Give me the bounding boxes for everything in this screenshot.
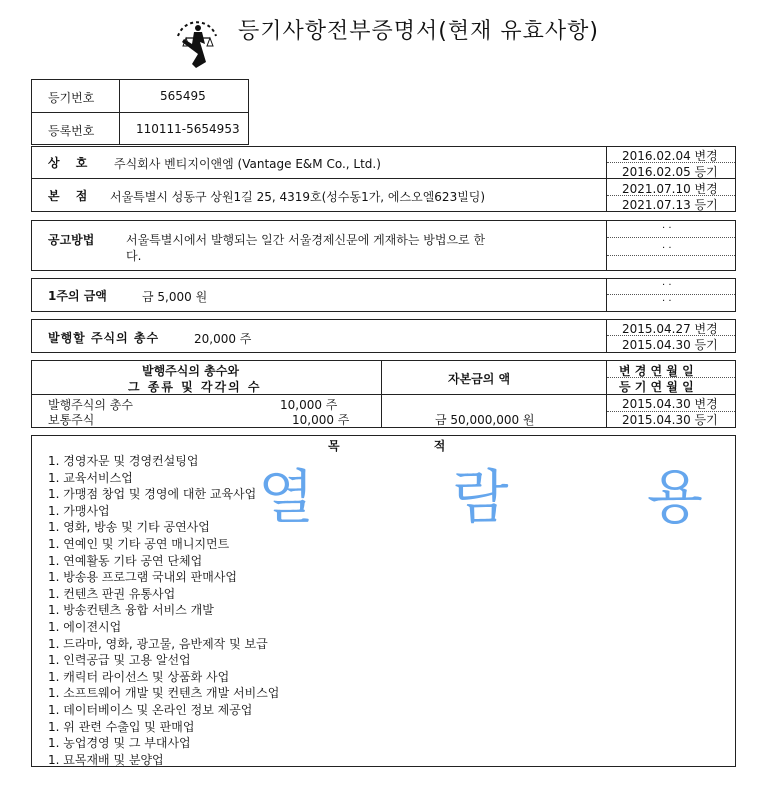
- purpose-item: 1. 가맹점 창업 및 경영에 대한 교육사업: [48, 487, 257, 502]
- purpose-item: 1. 인력공급 및 고용 알선업: [48, 653, 191, 668]
- issued-change-date: 2015.04.30 변경: [622, 397, 718, 411]
- issued-shares-table: [31, 360, 736, 428]
- corp-no-label: 등록번호: [48, 124, 95, 138]
- trade-name-value: 주식회사 벤티지이앤엠 (Vantage E&M Co., Ltd.): [114, 157, 381, 171]
- authorized-change-date: 2015.04.27 변경: [622, 322, 718, 336]
- issued-common-label: 보통주식: [48, 413, 95, 427]
- notice-value-line2: 다.: [126, 249, 142, 263]
- purpose-item: 1. 경영자문 및 경영컨설팅업: [48, 454, 199, 468]
- par-value-value: 금 5,000 원: [142, 290, 208, 304]
- trade-name-label: 상 호: [48, 156, 94, 170]
- authorized-shares-box: [31, 319, 736, 353]
- purpose-item: 1. 연예활동 기타 공연 단체업: [48, 553, 203, 568]
- purpose-item: 1. 묘목재배 및 분양업: [48, 752, 164, 767]
- issued-header-capital: 자본금의 액: [448, 372, 511, 386]
- purpose-item: 1. 위 관련 수출입 및 판매업: [48, 719, 195, 734]
- purpose-item: 1. 컨텐츠 판권 유통사업: [48, 586, 176, 601]
- issued-total-value: 10,000 주: [280, 398, 338, 412]
- issued-header-change-date: 변 경 연 월 일: [619, 364, 694, 378]
- purpose-item: 1. 교육서비스업: [48, 470, 133, 485]
- head-office-change-date: 2021.07.10 변경: [622, 182, 718, 196]
- registry-number-box: [31, 79, 249, 145]
- purpose-list: [48, 453, 279, 768]
- document-title: 등기사항전부증명서(현재 유효사항): [238, 19, 599, 44]
- authorized-value: 20,000 주: [194, 332, 252, 346]
- head-office-value: 서울특별시 성동구 상원1길 25, 4319호(성수동1가, 에스오엘623빌딩): [110, 190, 486, 204]
- issued-header-left-line2: 그 종류 및 각각의 수: [128, 380, 262, 394]
- notice-dot-1: · ·: [662, 223, 672, 234]
- par-value-dot-1: · ·: [662, 280, 672, 291]
- par-value-label: 1주의 금액: [48, 289, 107, 303]
- head-office-reg-date: 2021.07.13 등기: [622, 198, 718, 212]
- issued-common-value: 10,000 주: [292, 413, 350, 427]
- notice-method-box: [31, 220, 736, 271]
- purpose-item: 1. 데이터베이스 및 온라인 정보 제공업: [48, 702, 253, 717]
- notice-label: 공고방법: [48, 233, 95, 247]
- purpose-item: 1. 에이젼시업: [48, 619, 122, 634]
- trade-name-reg-date: 2016.02.05 등기: [622, 165, 718, 179]
- par-value-dot-2: · ·: [662, 296, 672, 307]
- corp-no-value: 110111-5654953: [136, 122, 240, 136]
- purpose-item: 1. 방송용 프로그램 국내외 판매사업: [48, 570, 237, 585]
- par-value-box: [31, 278, 736, 312]
- viewing-watermark: 열 람 용: [258, 463, 763, 531]
- reg-no-label: 등기번호: [48, 91, 95, 105]
- trade-name-change-date: 2016.02.04 변경: [622, 149, 718, 163]
- purpose-item: 1. 드라마, 영화, 광고물, 음반제작 및 보급: [48, 636, 268, 651]
- issued-capital-value: 금 50,000,000 원: [435, 413, 535, 427]
- head-office-label: 본 점: [48, 189, 94, 203]
- issued-reg-date: 2015.04.30 등기: [622, 413, 718, 427]
- reg-no-value: 565495: [160, 89, 206, 103]
- court-emblem-icon: [172, 18, 222, 70]
- issued-total-label: 발행주식의 총수: [48, 398, 133, 412]
- notice-dot-2: · ·: [662, 243, 672, 254]
- purpose-item: 1. 소프트웨어 개발 및 컨텐츠 개발 서비스업: [48, 686, 280, 701]
- purpose-item: 1. 방송컨텐츠 융합 서비스 개발: [48, 603, 214, 618]
- purpose-item: 1. 가맹사업: [48, 503, 110, 518]
- notice-value-line1: 서울특별시에서 발행되는 일간 서울경제신문에 게재하는 방법으로 한: [126, 233, 486, 247]
- purpose-item: 1. 농업경영 및 그 부대사업: [48, 736, 191, 751]
- issued-header-reg-date: 등 기 연 월 일: [619, 380, 694, 394]
- authorized-reg-date: 2015.04.30 등기: [622, 338, 718, 352]
- purpose-header: 목 적: [328, 439, 446, 453]
- trade-name-office-box: [31, 146, 736, 212]
- purpose-item: 1. 연예인 및 기타 공연 매니지먼트: [48, 536, 230, 551]
- authorized-label: 발행할 주식의 총수: [48, 331, 160, 345]
- issued-header-left-line1: 발행주식의 총수와: [142, 364, 239, 378]
- purpose-item: 1. 캐릭터 라이선스 및 상품화 사업: [48, 669, 230, 684]
- purpose-item: 1. 영화, 방송 및 기타 공연사업: [48, 520, 210, 535]
